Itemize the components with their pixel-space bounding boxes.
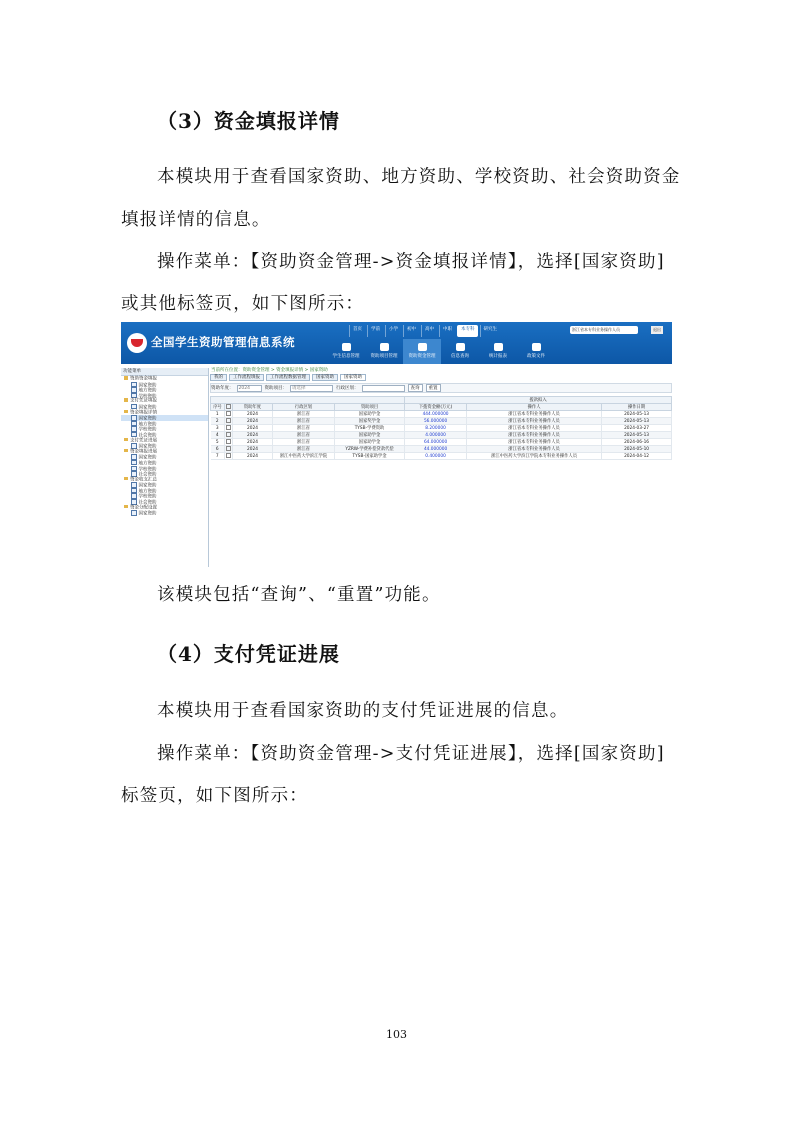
table-cell: 2 (211, 418, 225, 425)
system-title: 全国学生资助管理信息系统 (151, 335, 295, 349)
module-label: 统计报表 (489, 354, 507, 359)
module-nav-item[interactable] (365, 339, 403, 364)
tree-label: 国家资助 (138, 455, 157, 461)
module-label: 资助资金管理 (408, 354, 436, 359)
folder-icon (124, 376, 128, 380)
module-nav-item[interactable] (403, 339, 441, 364)
table-cell: 2024-05-13 (602, 432, 672, 439)
column-header: 操作人 (467, 404, 602, 411)
checkbox-icon (226, 404, 231, 409)
section-heading-3: （3）资金填报详情 (157, 109, 340, 133)
row-checkbox[interactable] (225, 453, 233, 460)
content-area (210, 368, 672, 567)
checkbox-icon (226, 432, 231, 437)
tree-label: 学校资助 (138, 427, 157, 433)
tree-label: 学校资助 (138, 394, 157, 400)
tree-label: 国家资助 (138, 382, 157, 388)
table-cell: 2024 (233, 432, 273, 439)
checkbox-icon (226, 418, 231, 423)
folder-icon (124, 410, 128, 414)
folder-icon (124, 438, 128, 442)
table-cell: 2024-06-16 (602, 439, 672, 446)
content-tab[interactable]: 工作流程填报 (229, 374, 264, 381)
tree-label: 学校资助 (138, 466, 157, 472)
table-cell: 8.200000 (405, 425, 467, 432)
folder-icon (124, 505, 128, 509)
group-header: 拨款拟入 (405, 397, 672, 404)
region-input[interactable] (362, 385, 405, 392)
page-icon (131, 471, 137, 477)
page-icon (131, 499, 137, 505)
tree-label: 社会资助 (138, 472, 157, 478)
table-cell: 国家助学金 (335, 432, 405, 439)
tab-bar (210, 374, 672, 381)
level-nav-item[interactable]: 本专科 (457, 325, 478, 337)
checkbox-icon (226, 453, 231, 458)
content-tab[interactable]: 国家资助 (340, 374, 366, 381)
checkbox-icon (226, 425, 231, 430)
table-cell: 4 (211, 432, 225, 439)
table-cell: 浙江省本专科业务操作人员 (467, 439, 602, 446)
column-header: 资助年度 (233, 404, 273, 411)
tree-label: 地方资助 (138, 461, 157, 467)
module-icon (380, 343, 389, 351)
table-cell: YZRW-学费补偿贷款代偿 (335, 446, 405, 453)
table-cell: 4.000000 (405, 432, 467, 439)
query-bar (210, 383, 672, 393)
table-cell: 0.400000 (405, 453, 467, 460)
year-select[interactable]: 2024 (237, 385, 262, 392)
tree-leaf[interactable] (121, 510, 208, 516)
level-nav (349, 325, 500, 337)
breadcrumb: 当前所在位置：资助资金管理 > 资金填报详情 > 国家资助 (211, 368, 328, 373)
tree-label: 资金分配设置 (130, 504, 157, 510)
table-cell: 44.000000 (405, 446, 467, 453)
table-cell: TYSB-学费资助 (335, 425, 405, 432)
tree-label: 支付凭证填报 (130, 398, 157, 404)
select-all-checkbox[interactable] (225, 404, 233, 411)
year-label: 资助年度： (211, 386, 234, 391)
menu-tree (121, 376, 208, 516)
table-cell: 2024 (233, 425, 273, 432)
table-row[interactable] (211, 418, 672, 425)
module-icon (494, 343, 503, 351)
row-checkbox[interactable] (225, 425, 233, 432)
table-cell: 浙江省本专科业务操作人员 (467, 446, 602, 453)
module-label: 政策文件 (527, 354, 545, 359)
table-row[interactable] (211, 439, 672, 446)
tree-label: 资金收支汇总 (130, 476, 157, 482)
module-label: 资助项目管理 (370, 354, 398, 359)
tree-label: 地方资助 (138, 422, 157, 427)
level-nav-item[interactable]: 研究生 (480, 325, 501, 337)
left-menu-title: 功能菜单 (121, 368, 208, 376)
page-icon (131, 404, 137, 410)
tree-label: 国家资助 (138, 444, 157, 450)
level-nav-item[interactable]: 学前 (367, 325, 383, 337)
region-label: 行政区划： (336, 386, 359, 391)
checkbox-icon (226, 411, 231, 416)
section3-para2-line2: 或其他标签页，如下图所示： (121, 294, 365, 314)
table-cell: 2024 (233, 439, 273, 446)
table-cell: 2024 (233, 411, 273, 418)
table-cell: 浙江省本专科业务操作人员 (467, 411, 602, 418)
column-header: 行政区划 (273, 404, 335, 411)
module-nav-item[interactable] (479, 339, 517, 364)
table-cell: 浙江省 (273, 439, 335, 446)
folder-icon (124, 449, 128, 453)
section4-para2-line2: 标签页，如下图所示： (121, 786, 308, 806)
table-cell: 3 (211, 425, 225, 432)
table-body (211, 411, 672, 460)
module-nav-item[interactable] (517, 339, 555, 364)
table-row[interactable] (211, 432, 672, 439)
level-nav-item[interactable]: 中职 (439, 325, 455, 337)
module-nav-item[interactable] (327, 339, 365, 364)
level-nav-item[interactable]: 初中 (403, 325, 419, 337)
table-cell: 56.000000 (405, 418, 467, 425)
project-select[interactable]: 请选择 (290, 385, 333, 392)
table-cell: 浙江省本专科业务操作人员 (467, 432, 602, 439)
tree-label: 资助资金填报 (130, 376, 157, 382)
page-icon (131, 443, 137, 449)
table-cell: 64.000000 (405, 439, 467, 446)
page-icon (131, 510, 137, 516)
table-cell: 浙江省 (273, 432, 335, 439)
tree-label: 国家资助 (138, 416, 157, 422)
page-number: 103 (386, 1028, 407, 1041)
checkbox-icon (226, 439, 231, 444)
table-cell: 5 (211, 439, 225, 446)
tree-label: 社会资助 (138, 500, 157, 506)
checkbox-icon (226, 446, 231, 451)
level-nav-item[interactable]: 高中 (421, 325, 437, 337)
table-cell: 1 (211, 411, 225, 418)
table-cell: 2024 (233, 446, 273, 453)
table-cell: TYSB-国家助学金 (335, 453, 405, 460)
table-cell: 浙江省本专科业务操作人员 (467, 425, 602, 432)
section4-para2-line1: 操作菜单：【资助资金管理->支付凭证进展】，选择[国家资助] (157, 744, 665, 764)
module-icon (418, 343, 427, 351)
column-header: 操作日期 (602, 404, 672, 411)
table-cell: 6 (211, 446, 225, 453)
row-checkbox[interactable] (225, 418, 233, 425)
project-label: 资助项目： (264, 386, 287, 391)
tree-label: 地方资助 (138, 388, 157, 394)
reset-button[interactable]: 重置 (426, 384, 441, 392)
table-cell: 7 (211, 453, 225, 460)
row-checkbox[interactable] (225, 446, 233, 453)
table-cell: 国家助学金 (335, 439, 405, 446)
section4-para1: 本模块用于查看国家资助的支付凭证进展的信息。 (157, 701, 569, 721)
section-heading-4: （4）支付凭证进展 (157, 642, 340, 666)
table-cell: 444.000000 (405, 411, 467, 418)
row-checkbox[interactable] (225, 439, 233, 446)
data-table (210, 396, 672, 460)
level-nav-item[interactable]: 小学 (385, 325, 401, 337)
tree-label: 支付凭证进展 (130, 437, 157, 443)
tree-label: 资金填报详情 (130, 409, 157, 415)
header-row (211, 404, 672, 411)
tree-label: 国家资助 (138, 483, 157, 489)
tree-label: 地方资助 (138, 489, 157, 495)
table-cell: 浙江中医药大学滨江学院本专科业务操作人员 (467, 453, 602, 460)
tree-label: 学校资助 (138, 494, 157, 500)
module-icon (342, 343, 351, 351)
column-header: 资助项目 (335, 404, 405, 411)
module-label: 学生信息管理 (332, 354, 360, 359)
table-cell: 国家奖学金 (335, 418, 405, 425)
content-tab[interactable]: 我的 (210, 374, 227, 381)
system-logo-icon (127, 333, 147, 353)
page-icon (131, 432, 137, 438)
content-tab[interactable]: 国家资助 (312, 374, 338, 381)
table-cell: 浙江省 (273, 446, 335, 453)
table-cell: 浙江省 (273, 425, 335, 432)
module-nav-item[interactable] (441, 339, 479, 364)
module-label: 信息查询 (451, 354, 469, 359)
system-screenshot (121, 322, 672, 567)
system-banner (121, 322, 672, 364)
table-cell: 浙江省 (273, 411, 335, 418)
org-select[interactable]: 浙江省本专科业务操作人员 (570, 326, 638, 334)
section3-para1-line2: 填报详情的信息。 (121, 210, 271, 230)
content-tab[interactable]: 工作流程数据管理 (266, 374, 310, 381)
tree-label: 资金填报进展 (130, 448, 157, 454)
table-row[interactable] (211, 411, 672, 418)
table-cell: 2024-03-27 (602, 425, 672, 432)
logout-button[interactable]: 退出 (653, 327, 661, 332)
column-header: 下拨资金额(万元) (405, 404, 467, 411)
folder-icon (124, 398, 128, 402)
tree-label: 国家资助 (138, 511, 157, 517)
group-spacer (211, 397, 405, 404)
level-nav-item[interactable]: 首页 (349, 325, 365, 337)
column-header: 序号 (211, 404, 225, 411)
tree-label: 国家资助 (138, 405, 157, 411)
table-cell: 浙江省本专科业务操作人员 (467, 418, 602, 425)
table-cell: 2024 (233, 453, 273, 460)
left-menu (121, 368, 209, 567)
table-cell: 浙江中医药大学滨江学院 (273, 453, 335, 460)
row-checkbox[interactable] (225, 432, 233, 439)
table-row[interactable] (211, 425, 672, 432)
folder-icon (124, 477, 128, 481)
row-checkbox[interactable] (225, 411, 233, 418)
search-button[interactable]: 查询 (408, 384, 423, 392)
table-cell: 2024-05-13 (602, 411, 672, 418)
tree-label: 社会资助 (138, 433, 157, 439)
section3-para2-line1: 操作菜单：【资助资金管理->资金填报详情】，选择[国家资助] (157, 252, 665, 272)
table-row[interactable] (211, 453, 672, 460)
table-cell: 浙江省 (273, 418, 335, 425)
table-cell: 2024-05-13 (602, 418, 672, 425)
module-icon (456, 343, 465, 351)
table-row[interactable] (211, 446, 672, 453)
module-icon (532, 343, 541, 351)
table-cell: 2024-05-10 (602, 446, 672, 453)
section3-para1-line1: 本模块用于查看国家资助、地方资助、学校资助、社会资助资金 (157, 167, 681, 187)
module-nav (327, 339, 555, 364)
section3-para3: 该模块包括“查询”、“重置”功能。 (157, 585, 441, 605)
table-cell: 国家助学金 (335, 411, 405, 418)
table-cell: 2024-04-12 (602, 453, 672, 460)
table-cell: 2024 (233, 418, 273, 425)
